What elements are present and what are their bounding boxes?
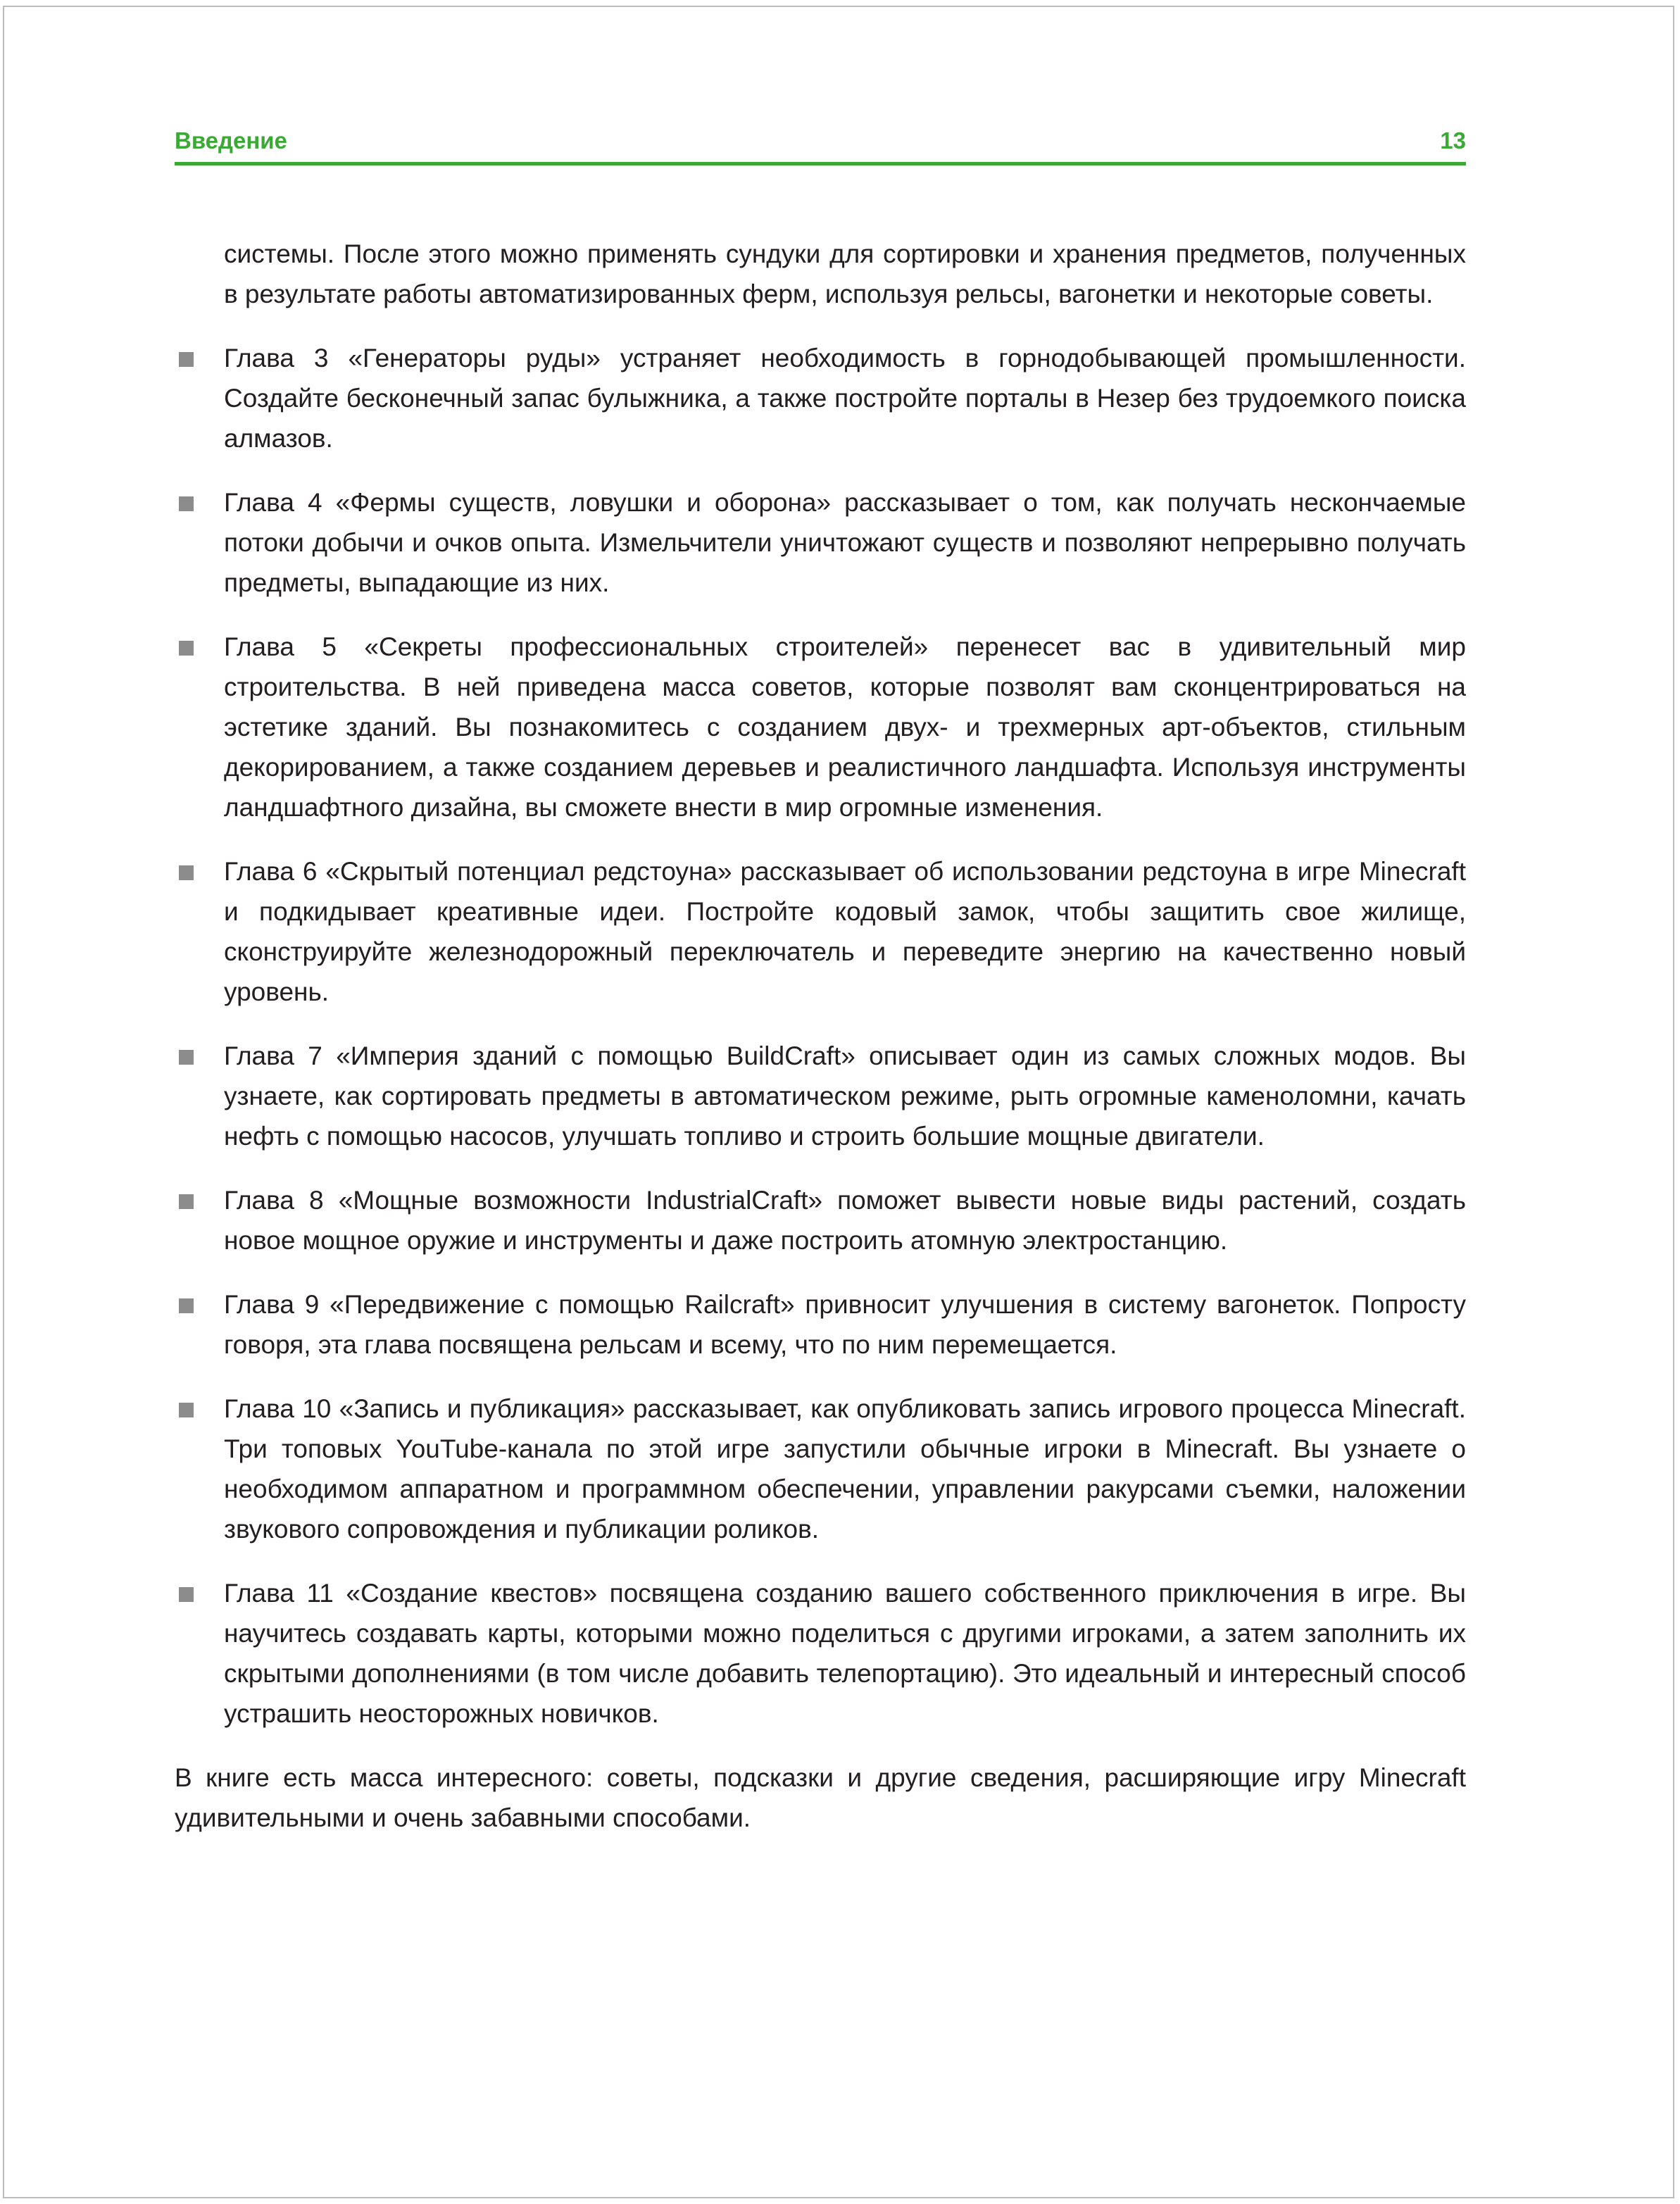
square-bullet-icon xyxy=(179,1050,194,1065)
chapter-text: Глава 10 «Запись и публикация» рассказывает, как опубликовать запись игрового процесса Minecraft. Три топовых YouTube-канала по этой игре запустили обычные игроки в Minecraft. Вы узнаете о необходимом аппаратном и программном обеспечении, управлении ракурсами съемки, наложении звукового сопровождения и публикации роликов. xyxy=(224,1394,1466,1544)
chapter-item-10 xyxy=(175,1389,1466,1549)
chapter-text: Глава 6 «Скрытый потенциал редстоуна» рассказывает об использовании редстоуна в игре Minecraft и подкидывает креативные идеи. Постройте кодовый замок, чтобы защитить свое жилище, сконструируйте железнодорожный переключатель и переведите энергию на качественно новый уровень. xyxy=(224,857,1466,1006)
chapter-text: Глава 4 «Фермы существ, ловушки и оборона» рассказывает о том, как получать нескончаемые потоки добычи и очков опыта. Измельчители уничтожают существ и позволяют непрерывно получать предметы, выпадающие из них. xyxy=(224,488,1466,597)
square-bullet-icon xyxy=(179,865,194,880)
chapter-text: Глава 5 «Секреты профессиональных строителей» перенесет вас в удивительный мир строительства. В ней приведена масса советов, которые позволят вам сконцентрироваться на эстетике зданий. Вы познакомитесь с созданием двух- и трехмерных арт-объектов, стильным декорированием, а также созданием деревьев и реалистичного ландшафта. Используя инструменты ландшафтного дизайна, вы сможете внести в мир огромные изменения. xyxy=(224,632,1466,822)
chapter-item-4 xyxy=(175,482,1466,603)
chapter-item-7 xyxy=(175,1036,1466,1156)
chapter-item-9 xyxy=(175,1284,1466,1365)
square-bullet-icon xyxy=(179,1587,194,1602)
chapter-item-5 xyxy=(175,627,1466,827)
continuation-paragraph: системы. После этого можно применять сундуки для сортировки и хранения предметов, полученных в результате работы автоматизированных ферм, используя рельсы, вагонетки и некоторые советы. xyxy=(224,239,1466,308)
chapter-item-6 xyxy=(175,851,1466,1012)
running-title: Введение xyxy=(175,127,287,154)
chapter-item-3 xyxy=(175,338,1466,458)
square-bullet-icon xyxy=(179,496,194,511)
chapter-text: Глава 8 «Мощные возможности IndustrialCraft» поможет вывести новые виды растений, создать новое мощное оружие и инструменты и даже построить атомную электростанцию. xyxy=(224,1186,1466,1255)
chapter-text: Глава 3 «Генераторы руды» устраняет необходимость в горнодобывающей промышленности. Создайте бесконечный запас булыжника, а также постройте порталы в Незер без трудоемкого поиска алмазов. xyxy=(224,344,1466,453)
chapter-text: Глава 7 «Империя зданий с помощью BuildCraft» описывает один из самых сложных модов. Вы узнаете, как сортировать предметы в автоматическом режиме, рыть огромные каменоломни, качать нефть с помощью насосов, улучшать топливо и строить большие мощные двигатели. xyxy=(224,1041,1466,1151)
running-header xyxy=(175,125,1466,165)
square-bullet-icon xyxy=(179,1298,194,1313)
page-number: 13 xyxy=(1440,127,1466,154)
square-bullet-icon xyxy=(179,1194,194,1209)
square-bullet-icon xyxy=(179,352,194,367)
chapter-item-8 xyxy=(175,1180,1466,1260)
page-content xyxy=(175,234,1466,1838)
chapter-item-11 xyxy=(175,1573,1466,1734)
chapter-text: Глава 11 «Создание квестов» посвящена созданию вашего собственного приключения в игре. Вы научитесь создавать карты, которыми можно поделиться с другими игроками, а затем заполнить их скрытыми дополнениями (в том числе добавить телепортацию). Это идеальный и интересный способ устрашить неосторожных новичков. xyxy=(224,1579,1466,1728)
square-bullet-icon xyxy=(179,1403,194,1417)
closing-paragraph: В книге есть масса интересного: советы, подсказки и другие сведения, расширяющие игру Minecraft удивительными и очень забавными способами. xyxy=(175,1763,1466,1832)
chapter-list xyxy=(175,338,1466,1734)
chapter-text: Глава 9 «Передвижение с помощью Railcraft» привносит улучшения в систему вагонеток. Попросту говоря, эта глава посвящена рельсам и всему, что по ним перемещается. xyxy=(224,1290,1466,1359)
square-bullet-icon xyxy=(179,641,194,656)
